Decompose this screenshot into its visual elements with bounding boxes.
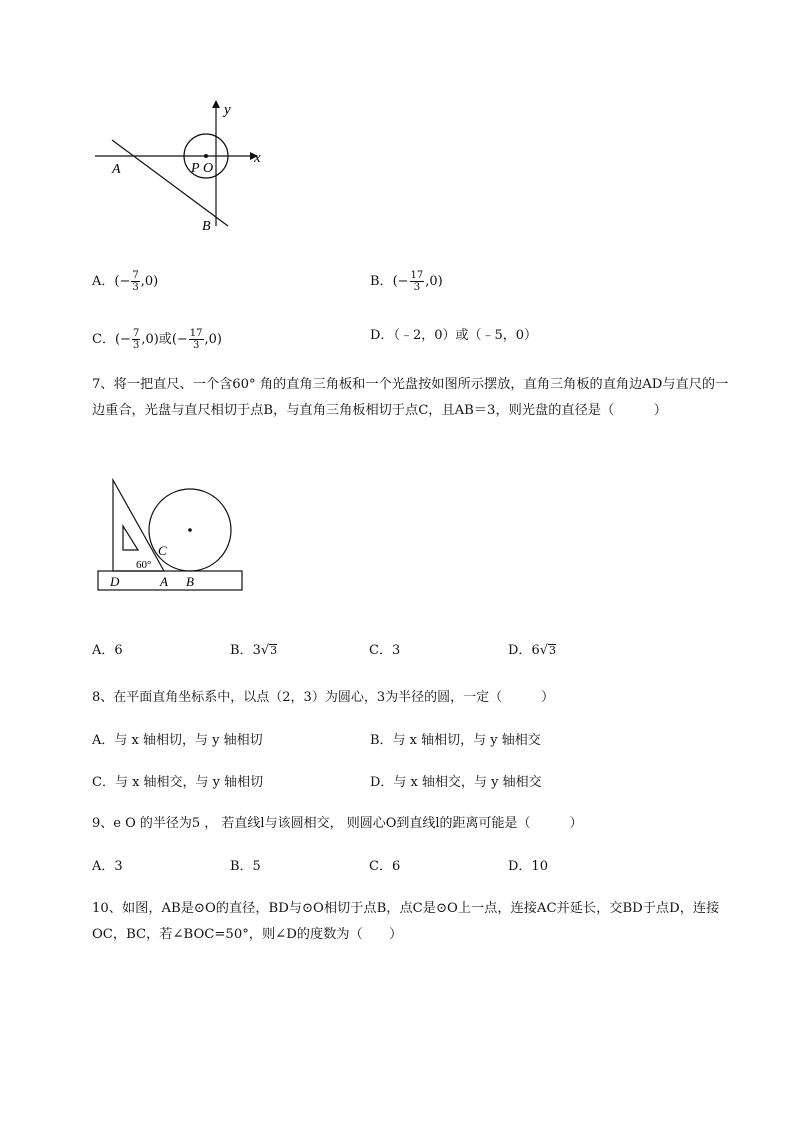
option-a-label: A．: [92, 274, 115, 289]
q8-option-b[interactable]: B．与 x 轴相切，与 y 轴相交: [370, 733, 541, 748]
q10-text: 10、如图，AB是⊙O的直径，BD与⊙O相切于点B，点C是⊙O上一点，连接AC并延长，交BD于点D，连接OC，BC，若∠BOC=50°，则∠D的度数为（ ）: [92, 901, 720, 942]
triangle-plate: [113, 480, 164, 571]
q6-figure: [90, 96, 280, 246]
triangle-plate-hole: [123, 526, 138, 550]
q6-option-a[interactable]: A．(− $\frac{7}{3}$ ,0): [92, 270, 159, 293]
q7-text: 7、将一把直尺、一个含60° 角的直角三角板和一个光盘按如图所示摆放，直角三角板的直角边AD与直尺的一边重合，光盘与直尺相切于点B，与直角三角板相切于点C，且AB＝3，则光盘的直径是（ ）: [92, 377, 729, 418]
q8-option-a[interactable]: A．与 x 轴相切，与 y 轴相切: [92, 733, 263, 748]
option-d-value: （﹣2，0）或（﹣5，0）: [393, 328, 538, 343]
q6-option-d[interactable]: [370, 328, 537, 344]
point-d-label: D: [110, 574, 120, 589]
q9-option-b[interactable]: B．5: [230, 859, 261, 874]
q8-text: 8、在平面直角坐标系中，以点（2，3）为圆心，3为半径的圆，一定（ ）: [92, 690, 555, 705]
angle-60-label: 60°: [136, 559, 152, 571]
q7-option-a[interactable]: A．6: [92, 643, 123, 658]
sqrt-symbol-icon: √: [539, 643, 549, 658]
fraction-17-3: $\frac{17}{3}$: [410, 270, 424, 293]
point-a-label: A: [160, 574, 168, 589]
q6-option-b[interactable]: B．(− $\frac{17}{3}$ ,0): [370, 270, 443, 293]
q7-figure: [96, 478, 246, 594]
line-ab: [112, 140, 228, 226]
fraction-7-3: $\frac{7}{3}$: [132, 270, 139, 293]
point-b-label: B: [202, 219, 211, 234]
q9-option-c[interactable]: C．6: [369, 859, 401, 874]
point-p-label: P: [191, 161, 200, 176]
q7-option-c[interactable]: C．3: [369, 643, 401, 658]
q8-option-c[interactable]: C．与 x 轴相交，与 y 轴相切: [92, 775, 264, 790]
q8-option-d[interactable]: D．与 x 轴相交，与 y 轴相交: [370, 775, 542, 790]
x-label: x: [254, 150, 261, 166]
point-c-label: C: [158, 543, 167, 558]
y-label: y: [224, 102, 231, 118]
fraction-7-3: $\frac{7}{3}$: [132, 328, 140, 351]
y-axis-arrow-icon: [212, 100, 220, 108]
ruler: [98, 571, 242, 590]
sqrt-symbol-icon: √: [260, 643, 270, 658]
q9-option-a[interactable]: A．3: [92, 859, 123, 874]
q9-option-d[interactable]: D．10: [508, 859, 548, 874]
point-b-label: B: [186, 574, 194, 589]
q6-option-c[interactable]: C．(− $\frac{7}{3}$ ,0)或(− $\frac{17}{3}$ ,0): [92, 328, 223, 351]
option-b-label: B．: [370, 274, 393, 289]
option-c-label: C．: [92, 332, 115, 347]
fraction-17-3: $\frac{17}{3}$: [189, 328, 203, 351]
q7-option-d[interactable]: D．6√3: [508, 643, 557, 658]
center-point: [204, 154, 208, 158]
point-a-label: A: [112, 162, 121, 177]
point-o-label: O: [203, 161, 214, 176]
q7-option-b[interactable]: B．3√3: [230, 643, 278, 658]
option-d-label: D．: [370, 328, 394, 343]
q9-text: 9、e O 的半径为5 ， 若直线l与该圆相交， 则圆心O到直线l的距离可能是（ ）: [92, 816, 583, 831]
disc-center: [188, 528, 192, 532]
